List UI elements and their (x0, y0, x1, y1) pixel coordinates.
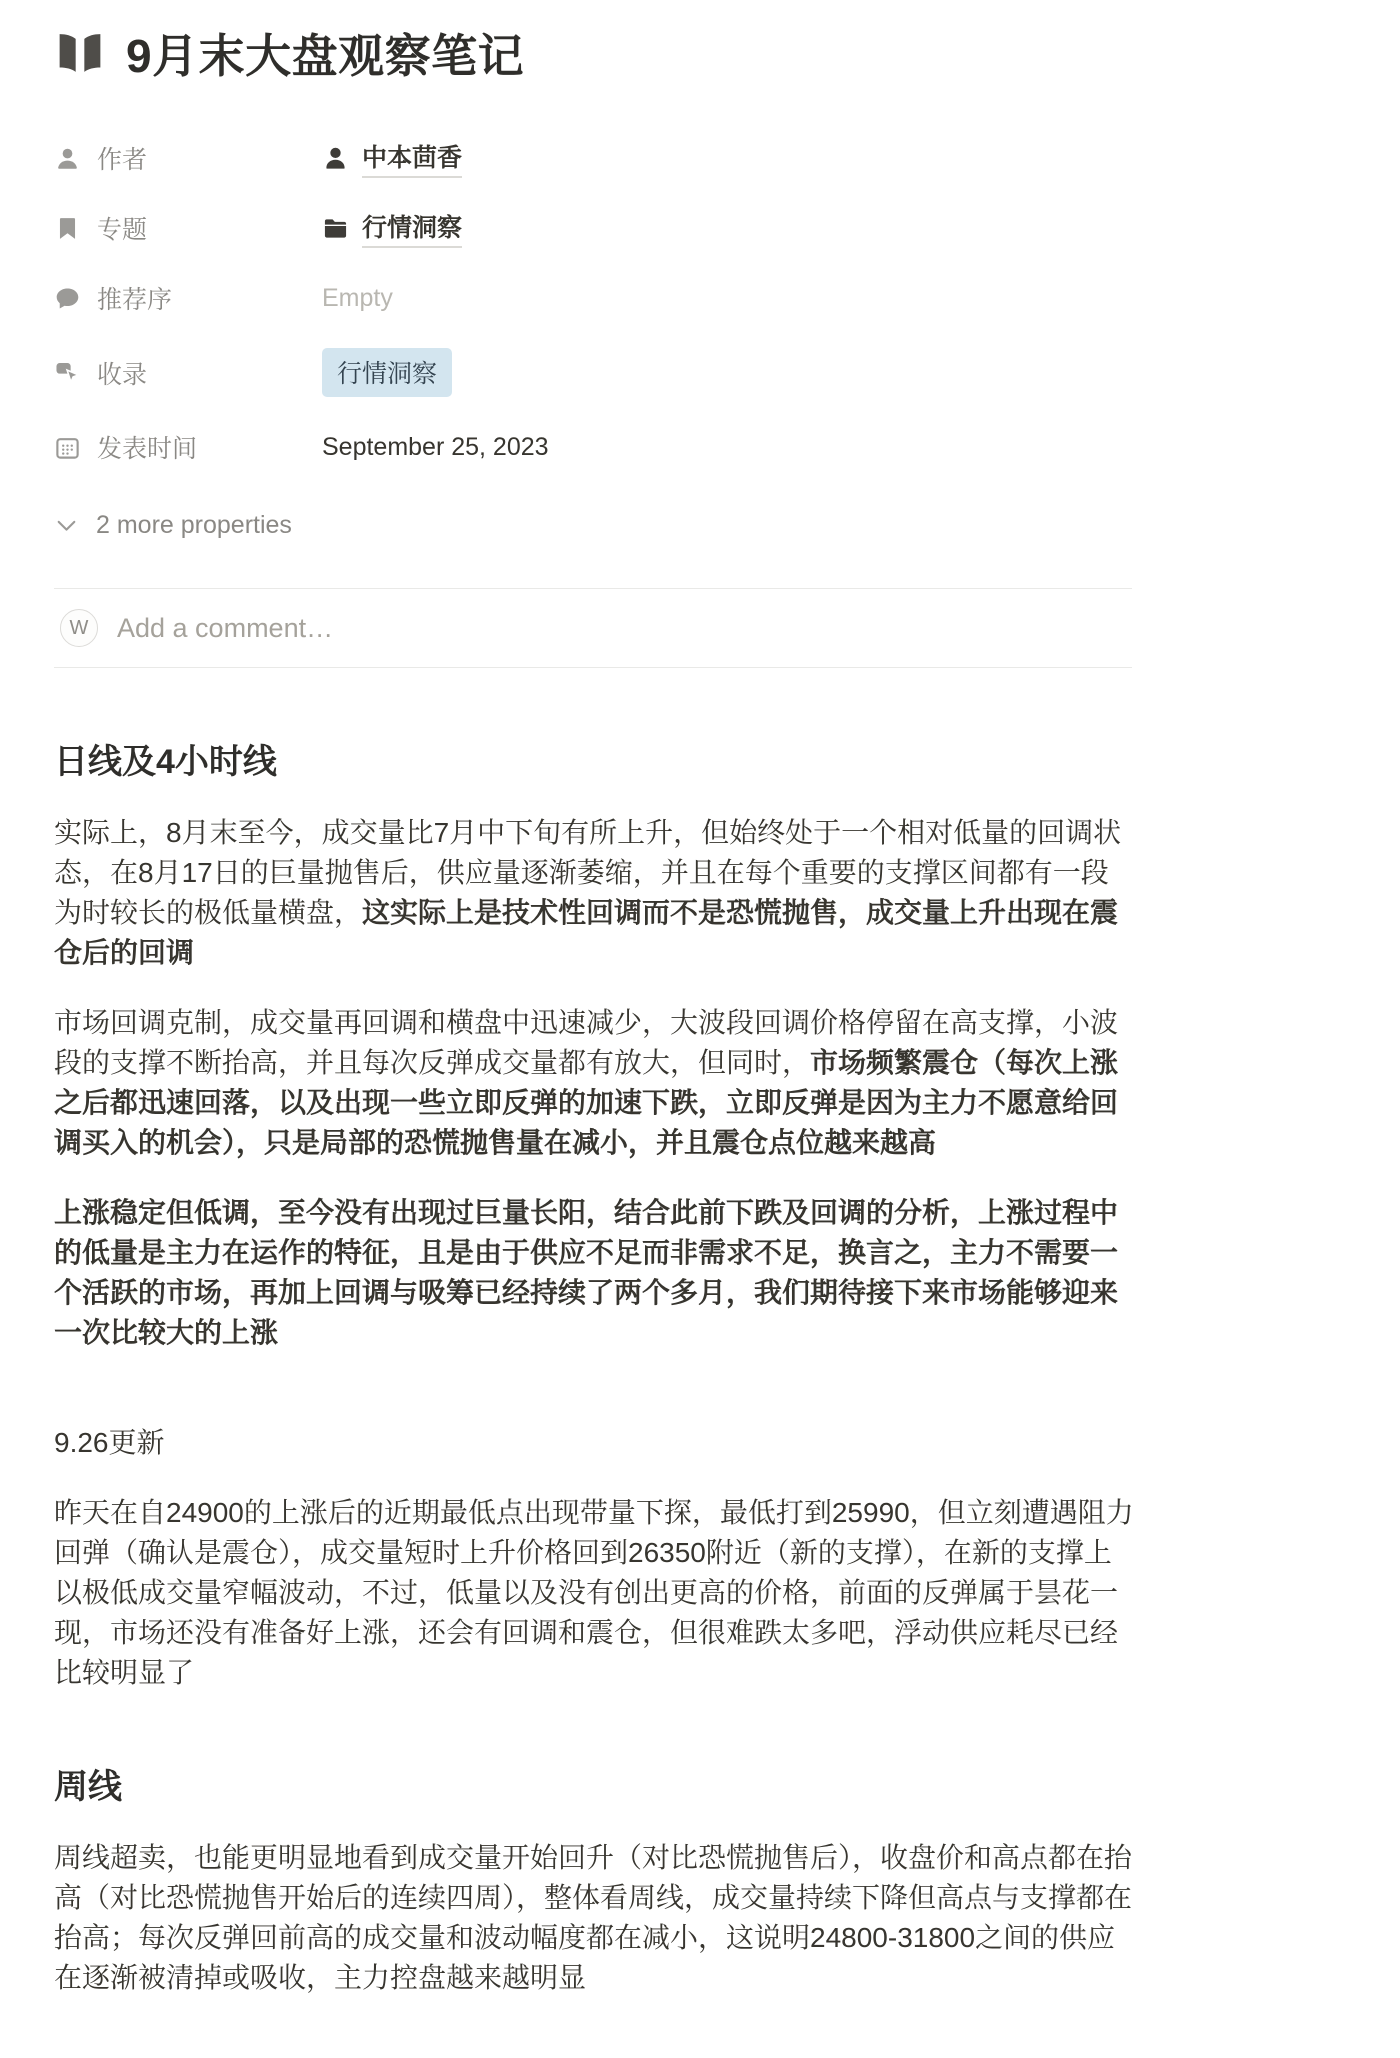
open-book-icon (54, 27, 106, 79)
author-name[interactable]: 中本茴香 (362, 138, 462, 178)
divider (54, 667, 1132, 668)
paragraph-bold-text: 上涨稳定但低调，至今没有出现过巨量长阳，结合此前下跌及回调的分析，上涨过程中的低量是主力在运作的特征，且是由于供应不足而非需求不足，换言之，主力不需要一个活跃的市场，再加上回调与吸筹已经持续了两个多月，我们期待接下来市场能够迎来一次比较大的上涨 (54, 1197, 1119, 1348)
properties-panel (54, 138, 1132, 540)
heading-weekly: 周线 (54, 1768, 122, 1806)
more-properties-label: 2 more properties (96, 511, 292, 539)
calendar-icon (54, 434, 81, 461)
paragraph-update: 昨天在自24900的上涨后的近期最低点出现带量下探，最低打到25990，但立刻遭遇阻力回弹（确认是震仓），成交量短时上升价格回到26350附近（新的支撑），在新的支撑上以极低成交量窄幅波动，不过，低量以及没有创出更高的价格，前面的反弹属于昙花一现，市场还没有准备好上涨，还会有回调和震仓，但很难跌太多吧，浮动供应耗尽已经比较明显了 (54, 1497, 1134, 1688)
property-row-publish-date (54, 427, 1132, 467)
heading-daily-4h: 日线及4小时线 (54, 743, 277, 781)
property-label-text: 推荐序 (97, 286, 173, 314)
paragraph-daily-1 (54, 813, 1134, 973)
paragraph-daily-2 (54, 1003, 1134, 1163)
publish-date: September 25, 2023 (322, 432, 549, 461)
property-label-author[interactable] (54, 140, 322, 176)
person-icon (54, 145, 81, 172)
property-label-topic[interactable] (54, 210, 322, 246)
collection-value (322, 348, 452, 397)
add-comment-input[interactable]: Add a comment… (117, 612, 334, 643)
property-label-publish-date[interactable] (54, 429, 322, 465)
chevron-down-icon (54, 513, 79, 538)
preface-value[interactable] (322, 284, 393, 313)
property-label-text: 发表时间 (97, 435, 198, 463)
property-label-text: 收录 (97, 360, 148, 389)
empty-placeholder: Empty (322, 283, 393, 312)
collection-tag[interactable]: 行情洞察 (322, 348, 452, 397)
avatar-person-icon (322, 145, 349, 172)
paragraph-bold-text: 市场频繁震仓（每次上涨之后都迅速回落，以及出现一些立即反弹的加速下跌，立即反弹是因为主力不愿意给回调买入的机会），只是局部的恐慌抛售量在减小，并且震仓点位越来越高 (54, 1047, 1119, 1158)
page-title[interactable]: 9月末大盘观察笔记 (126, 30, 525, 82)
topic-name[interactable]: 行情洞察 (362, 208, 462, 248)
paragraph-text: 实际上，8月末至今，成交量比7月中下旬有所上升，但始终处于一个相对低量的回调状态，在8月17日的巨量抛售后，供应量逐渐萎缩，并且在每个重要的支撑区间都有一段为时较长的极低量横盘， (54, 817, 1122, 928)
author-link[interactable] (322, 138, 462, 178)
empty-block (54, 1353, 1134, 1393)
folder-icon (322, 215, 349, 242)
property-row-preface (54, 278, 1132, 318)
comment-bubble-icon (54, 285, 81, 312)
publish-date-value[interactable] (322, 433, 549, 462)
paragraph-weekly: 周线超卖，也能更明显地看到成交量开始回升（对比恐慌抛售后），收盘价和高点都在抬高（对比恐慌抛售开始后的连续四周），整体看周线，成交量持续下降但高点与支撑都在抬高；每次反弹回前高的成交量和波动幅度都在减小，这说明24800-31800之间的供应在逐渐被清掉或吸收，主力控盘越来越明显 (54, 1842, 1133, 1993)
comment-avatar: W (60, 609, 98, 647)
bookmark-icon (54, 215, 81, 242)
mouse-pointer-icon (54, 359, 81, 386)
paragraph-text: 市场回调克制，成交量再回调和横盘中迅速减少，大波段回调价格停留在高支撑，小波段的支撑不断抬高，并且每次反弹成交量都有放大，但同时， (54, 1007, 1119, 1078)
paragraph-bold-text: 这实际上是技术性回调而不是恐慌抛售，成交量上升出现在震仓后的回调 (54, 897, 1119, 968)
page-header (54, 20, 1132, 86)
paragraph-daily-3 (54, 1193, 1134, 1353)
article-body (54, 734, 1134, 1998)
property-row-author (54, 138, 1132, 178)
more-properties-toggle[interactable] (54, 511, 1132, 540)
topic-link[interactable] (322, 208, 462, 248)
property-label-preface[interactable] (54, 280, 322, 316)
property-label-collection[interactable] (54, 355, 322, 391)
property-label-text: 作者 (97, 146, 148, 174)
update-label: 9.26更新 (54, 1427, 165, 1458)
property-label-text: 专题 (97, 216, 148, 244)
property-row-topic (54, 208, 1132, 248)
comment-section (54, 589, 1132, 667)
property-row-collection (54, 348, 1132, 397)
